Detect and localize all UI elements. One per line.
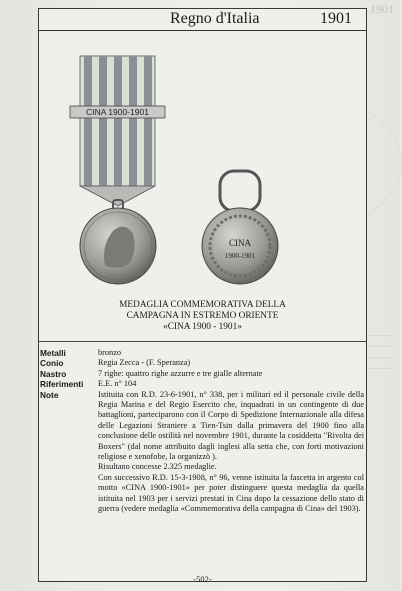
- details-table: [40, 348, 364, 515]
- ribbon: [80, 56, 155, 206]
- bleed-through-year: 1901: [370, 2, 394, 16]
- note-paragraph-1: Istituita con R.D. 23-6-1901, n° 338, per i militari ed il personale civile della Regia Marina e del Regio Esercito che, inquadrati in un contingente di due battaglioni, parteciparono con il Corpo di Spedizione Internazionale alla difesa delle Legazioni Straniere a Tien-Tsin dalla primavera del 1900 fino alla conclusione delle ostilità nel novembre 1901, durante la cosiddetta "Rivolta dei Boxers" (dal nome attribuito dagli inglesi alla setta che, con forti motivazioni religiose e xenofobe, la organizzò ).: [98, 389, 364, 462]
- page-title: Regno d'Italia: [170, 10, 260, 27]
- reverse-line1: CINA: [229, 238, 251, 248]
- caption-rule: [38, 341, 367, 342]
- label-note: Note: [40, 389, 59, 400]
- note-paragraph-3: Con successivo R.D. 15-3-1908, n° 96, venne istituita la fascetta in argento col motto «CINA 1900-1901» per poter distinguere questa medaglia da quella istituita nel 1903 per i servizi prestati in Cina dopo la cessazione dello stato di guerra (vedere medaglia «Commemorativa della campagna di Cina» del 1903).: [98, 472, 364, 514]
- value-riferimenti: E.E. n° 104: [98, 379, 137, 389]
- medal-caption: [38, 300, 367, 333]
- caption-line-1: MEDAGLIA COMMEMORATIVA DELLA: [119, 300, 286, 310]
- value-metalli: bronzo: [98, 348, 122, 357]
- header-rule: [38, 30, 367, 31]
- value-nastro: 7 righe: quattro righe azzurre e tre gialle alternate: [98, 368, 263, 378]
- label-metalli: Metalli: [40, 348, 66, 358]
- row-riferimenti: [40, 379, 364, 389]
- label-conio: Conio: [40, 358, 64, 369]
- label-nastro: Nastro: [40, 368, 67, 379]
- note-paragraph-2: Risultano concesse 2.325 medaglie.: [98, 462, 217, 472]
- page-number: -502-: [193, 574, 212, 584]
- caption-line-2: CAMPAGNA IN ESTREMO ORIENTE: [126, 311, 279, 321]
- page-year: 1901: [320, 10, 352, 27]
- row-conio: [40, 358, 364, 368]
- medal-reverse: [202, 171, 278, 284]
- clasp-text: CINA 1900-1901: [86, 107, 149, 117]
- medal-illustration: [86, 56, 325, 301]
- value-conio: Regia Zecca - (F. Speranza): [98, 358, 191, 368]
- label-riferimenti: Riferimenti: [40, 379, 84, 390]
- reverse-line2: 1900-1901: [224, 252, 256, 260]
- row-nastro: [40, 369, 364, 379]
- clasp: [70, 106, 165, 118]
- caption-line-3: «CINA 1900 - 1901»: [163, 322, 242, 332]
- row-metalli: [40, 348, 364, 358]
- value-note: [98, 390, 364, 515]
- row-note: [40, 390, 364, 515]
